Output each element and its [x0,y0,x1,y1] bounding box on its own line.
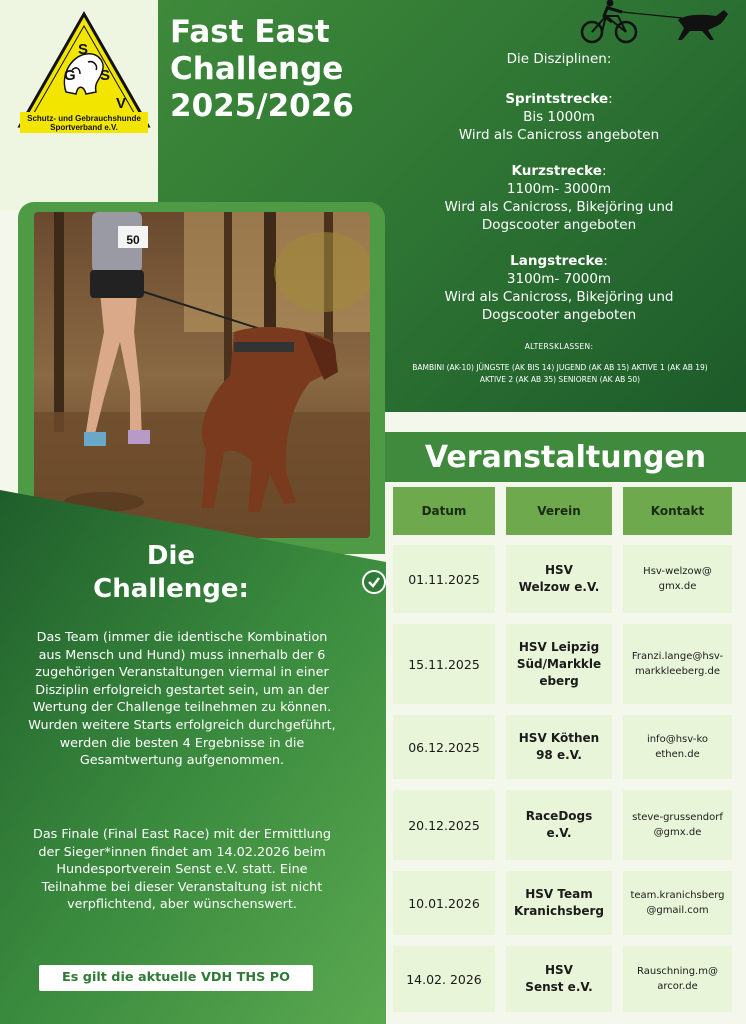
logo-caption-line2: Sportverband e.V. [50,123,118,132]
table-cell-verein: RaceDogs e.V. [506,790,612,860]
table-cell-kontakt[interactable]: Rauschning.m@arcor.de [623,946,732,1012]
discipline-distance: 1100m- 3000m [506,181,612,197]
challenge-title [40,540,302,606]
discipline-desc: Wird als Canicross, Bikejöring und Dogscooter angeboten [444,199,674,233]
table-cell-verein: HSV Team Kranichsberg [506,871,612,935]
column-header-datum: Datum [393,487,495,535]
discipline-distance: 3100m- 7000m [506,271,612,287]
challenge-title-line-1: Die [146,541,196,571]
table-cell-verein: HSV Welzow e.V. [506,545,612,613]
discipline-name: Sprintstrecke [505,91,609,107]
logo-letter-4: V [116,95,127,112]
table-cell-kontakt[interactable]: info@hsv-koethen.de [623,715,732,779]
table-cell-datum: 06.12.2025 [393,715,495,779]
table-cell-kontakt[interactable]: team.kranichsberg@gmail.com [623,871,732,935]
table-cell-datum: 20.12.2025 [393,790,495,860]
logo-caption-line1: Schutz- und Gebrauchshunde [27,114,141,123]
table-cell-kontakt[interactable]: Hsv-welzow@gmx.de [623,545,732,613]
discipline-sprint: Sprintstrecke: Bis 1000m Wird als Canicross angeboten [405,90,713,144]
discipline-lang: Langstrecke: 3100m- 7000m Wird als Canicross, Bikejöring und Dogscooter angeboten [405,252,713,324]
rules-badge: Es gilt die aktuelle VDH THS PO [39,965,313,991]
title-line-2: Challenge [170,51,344,87]
discipline-desc: Wird als Canicross, Bikejöring und Dogscooter angeboten [444,289,674,323]
sgsv-logo [16,10,152,134]
age-classes-title: ALTERSKLASSEN: [524,342,594,351]
table-cell-verein: HSV Köthen 98 e.V. [506,715,612,779]
table-cell-verein: HSV Senst e.V. [506,946,612,1012]
events-title: Veranstaltungen [424,440,707,475]
discipline-distance: Bis 1000m [523,109,595,125]
table-cell-datum: 01.11.2025 [393,545,495,613]
table-cell-kontakt[interactable]: Franzi.lange@hsv-markkleeberg.de [623,624,732,704]
table-cell-datum: 14.02. 2026 [393,946,495,1012]
logo-letter-3: S [100,67,111,84]
discipline-kurz: Kurzstrecke: 1100m- 3000m Wird als Canicross, Bikejöring und Dogscooter angeboten [405,162,713,234]
title-line-1: Fast East [170,14,330,50]
discipline-desc: Wird als Canicross angeboten [458,127,660,143]
column-header-kontakt: Kontakt [623,487,732,535]
logo-letter-1: S [78,41,89,58]
table-cell-datum: 15.11.2025 [393,624,495,704]
title-line-3: 2025/2026 [170,88,354,124]
discipline-name: Langstrecke [510,253,604,269]
table-cell-kontakt[interactable]: steve-grussendorf@gmx.de [623,790,732,860]
challenge-paragraph-1: Das Team (immer die identische Kombination aus Mensch und Hund) muss innerhalb der 6 zugehörigen Veranstaltungen viermal in einer Disziplin erfolgreich gestartet sein, um an der Wertung der Challenge teilnehmen zu können. Wurden weitere Starts erfolgreich durchgeführt, werden die besten 4 Ergebnisse in die Gesamtwertung aufgenommen. [28,630,336,769]
page-title [170,14,400,125]
disciplines-section [405,50,713,342]
logo-letter-2: G [64,67,76,84]
age-classes-text: BAMBINI (AK-10) JÜNGSTE (AK BIS 14) JUGEND (AK AB 15) AKTIVE 1 (AK AB 19) AKTIVE 2 (AK AB 35) SENIOREN (AK AB 50) [412,363,708,384]
checkmark-icon [362,570,386,594]
disciplines-heading: Die Disziplinen: [506,51,612,67]
bikejoring-silhouette-icon [578,0,738,46]
challenge-paragraph-2: Das Finale (Final East Race) mit der Ermittlung der Sieger*innen findet am 14.02.2026 beim Hundesportverein Senst e.V. statt. Eine Teilnahme bei dieser Veranstaltung ist nicht verpflichtend, aber wünschenswert. [32,827,332,913]
runner-bib-number: 50 [126,233,140,247]
table-cell-datum: 10.01.2026 [393,871,495,935]
challenge-title-line-2: Challenge: [93,574,249,604]
discipline-name: Kurzstrecke [511,163,602,179]
column-header-verein: Verein [506,487,612,535]
table-cell-verein: HSV Leipzig Süd/Markkleeberg [506,624,612,704]
